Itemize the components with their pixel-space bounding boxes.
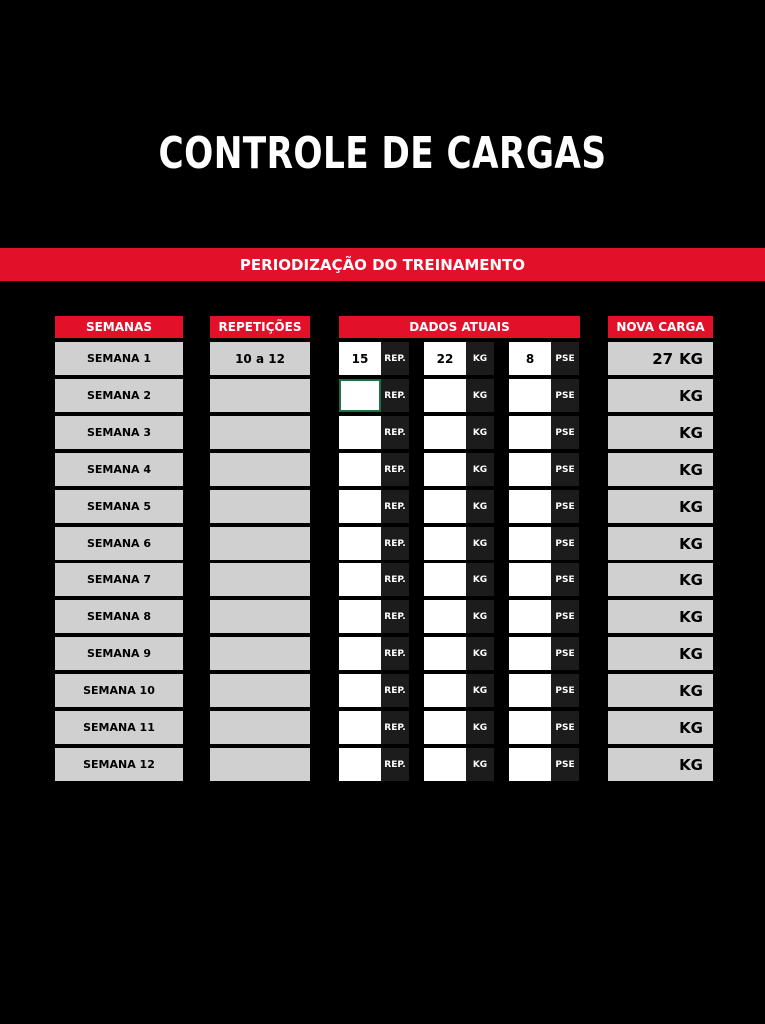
- kg-unit-label: KG: [466, 711, 494, 744]
- table-row: [0, 563, 765, 596]
- reps-input[interactable]: [339, 416, 381, 449]
- week-label: SEMANA 4: [55, 453, 183, 486]
- table-row: [0, 674, 765, 707]
- reps-unit-label: REP.: [381, 416, 409, 449]
- reps-unit-label: REP.: [381, 674, 409, 707]
- new-load-unit: KG: [679, 755, 703, 774]
- reps-input[interactable]: [339, 453, 381, 486]
- new-load-unit: KG: [679, 607, 703, 626]
- header-nova-carga: NOVA CARGA: [608, 316, 713, 338]
- header-semanas: SEMANAS: [55, 316, 183, 338]
- new-load-unit: KG: [679, 460, 703, 479]
- pse-input[interactable]: [509, 637, 551, 670]
- new-load-unit: KG: [679, 681, 703, 700]
- kg-unit-label: KG: [466, 342, 494, 375]
- pse-unit-label: PSE: [551, 637, 579, 670]
- table-row: [0, 379, 765, 412]
- repetitions-cell[interactable]: 10 a 12: [210, 342, 310, 375]
- table-row: [0, 453, 765, 486]
- new-load-cell: [608, 453, 713, 486]
- new-load-cell: [608, 490, 713, 523]
- table-row: [0, 748, 765, 781]
- pse-unit-label: PSE: [551, 490, 579, 523]
- new-load-cell: [608, 527, 713, 560]
- reps-input[interactable]: [339, 490, 381, 523]
- kg-unit-label: KG: [466, 674, 494, 707]
- new-load-cell: [608, 637, 713, 670]
- kg-unit-label: KG: [466, 748, 494, 781]
- table-row: [0, 711, 765, 744]
- repetitions-cell[interactable]: [210, 600, 310, 633]
- kg-input[interactable]: [424, 600, 466, 633]
- new-load-unit: KG: [679, 497, 703, 516]
- kg-unit-label: KG: [466, 416, 494, 449]
- periodization-banner: PERIODIZAÇÃO DO TREINAMENTO: [0, 248, 765, 281]
- repetitions-cell[interactable]: [210, 711, 310, 744]
- table-row: [0, 342, 765, 375]
- kg-unit-label: KG: [466, 490, 494, 523]
- week-label: SEMANA 3: [55, 416, 183, 449]
- reps-unit-label: REP.: [381, 527, 409, 560]
- pse-unit-label: PSE: [551, 563, 579, 596]
- pse-input[interactable]: [509, 527, 551, 560]
- pse-unit-label: PSE: [551, 674, 579, 707]
- pse-unit-label: PSE: [551, 600, 579, 633]
- reps-unit-label: REP.: [381, 379, 409, 412]
- reps-input[interactable]: [339, 748, 381, 781]
- week-label: SEMANA 7: [55, 563, 183, 596]
- kg-unit-label: KG: [466, 453, 494, 486]
- repetitions-cell[interactable]: [210, 527, 310, 560]
- kg-input[interactable]: [424, 563, 466, 596]
- week-label: SEMANA 10: [55, 674, 183, 707]
- kg-input[interactable]: [424, 453, 466, 486]
- table-row: [0, 416, 765, 449]
- repetitions-cell[interactable]: [210, 563, 310, 596]
- new-load-unit: KG: [679, 718, 703, 737]
- pse-unit-label: PSE: [551, 527, 579, 560]
- kg-input[interactable]: [424, 379, 466, 412]
- pse-unit-label: PSE: [551, 748, 579, 781]
- week-label: SEMANA 12: [55, 748, 183, 781]
- kg-unit-label: KG: [466, 563, 494, 596]
- repetitions-cell[interactable]: [210, 416, 310, 449]
- pse-unit-label: PSE: [551, 379, 579, 412]
- new-load-unit: KG: [679, 423, 703, 442]
- reps-unit-label: REP.: [381, 453, 409, 486]
- repetitions-cell[interactable]: [210, 453, 310, 486]
- pse-input[interactable]: [509, 748, 551, 781]
- repetitions-cell[interactable]: [210, 379, 310, 412]
- kg-input[interactable]: [424, 674, 466, 707]
- pse-input[interactable]: [509, 600, 551, 633]
- reps-unit-label: REP.: [381, 490, 409, 523]
- week-label: SEMANA 5: [55, 490, 183, 523]
- kg-input[interactable]: [424, 527, 466, 560]
- reps-unit-label: REP.: [381, 637, 409, 670]
- kg-input[interactable]: [424, 637, 466, 670]
- reps-input[interactable]: 15: [339, 342, 381, 375]
- pse-input[interactable]: [509, 453, 551, 486]
- kg-unit-label: KG: [466, 379, 494, 412]
- pse-input[interactable]: [509, 711, 551, 744]
- new-load-cell: [608, 711, 713, 744]
- pse-unit-label: PSE: [551, 453, 579, 486]
- table-row: [0, 637, 765, 670]
- table-row: [0, 600, 765, 633]
- week-label: SEMANA 8: [55, 600, 183, 633]
- reps-input[interactable]: [339, 637, 381, 670]
- reps-unit-label: REP.: [381, 563, 409, 596]
- reps-input[interactable]: [339, 600, 381, 633]
- new-load-unit: KG: [679, 644, 703, 663]
- new-load-unit: KG: [679, 386, 703, 405]
- new-load-value: 27: [652, 349, 674, 368]
- pse-unit-label: PSE: [551, 416, 579, 449]
- new-load-cell: [608, 600, 713, 633]
- reps-unit-label: REP.: [381, 748, 409, 781]
- reps-unit-label: REP.: [381, 711, 409, 744]
- table-row: [0, 490, 765, 523]
- week-label: SEMANA 1: [55, 342, 183, 375]
- header-repeticoes: REPETIÇÕES: [210, 316, 310, 338]
- reps-unit-label: REP.: [381, 600, 409, 633]
- kg-input[interactable]: [424, 416, 466, 449]
- repetitions-cell[interactable]: [210, 637, 310, 670]
- new-load-cell: [608, 748, 713, 781]
- reps-input[interactable]: [339, 527, 381, 560]
- week-label: SEMANA 11: [55, 711, 183, 744]
- repetitions-cell[interactable]: [210, 674, 310, 707]
- kg-input[interactable]: [424, 748, 466, 781]
- new-load-unit: KG: [679, 349, 703, 368]
- pse-input[interactable]: [509, 490, 551, 523]
- reps-input[interactable]: [339, 674, 381, 707]
- page-title: CONTROLE DE CARGAS: [158, 128, 607, 179]
- new-load-cell: [608, 674, 713, 707]
- kg-input[interactable]: 22: [424, 342, 466, 375]
- week-label: SEMANA 9: [55, 637, 183, 670]
- kg-input[interactable]: [424, 711, 466, 744]
- pse-input[interactable]: 8: [509, 342, 551, 375]
- repetitions-cell[interactable]: [210, 490, 310, 523]
- header-dados-atuais: DADOS ATUAIS: [339, 316, 580, 338]
- reps-unit-label: REP.: [381, 342, 409, 375]
- new-load-cell: [608, 342, 713, 375]
- week-label: SEMANA 6: [55, 527, 183, 560]
- new-load-cell: [608, 563, 713, 596]
- reps-input[interactable]: [339, 563, 381, 596]
- pse-input[interactable]: [509, 379, 551, 412]
- table-row: [0, 527, 765, 560]
- kg-unit-label: KG: [466, 527, 494, 560]
- reps-input[interactable]: [339, 711, 381, 744]
- week-label: SEMANA 2: [55, 379, 183, 412]
- new-load-cell: [608, 416, 713, 449]
- kg-unit-label: KG: [466, 637, 494, 670]
- pse-input[interactable]: [509, 416, 551, 449]
- pse-input[interactable]: [509, 563, 551, 596]
- new-load-cell: [608, 379, 713, 412]
- pse-unit-label: PSE: [551, 711, 579, 744]
- repetitions-cell[interactable]: [210, 748, 310, 781]
- kg-input[interactable]: [424, 490, 466, 523]
- reps-input[interactable]: [339, 379, 381, 412]
- kg-unit-label: KG: [466, 600, 494, 633]
- new-load-unit: KG: [679, 570, 703, 589]
- pse-unit-label: PSE: [551, 342, 579, 375]
- new-load-unit: KG: [679, 534, 703, 553]
- pse-input[interactable]: [509, 674, 551, 707]
